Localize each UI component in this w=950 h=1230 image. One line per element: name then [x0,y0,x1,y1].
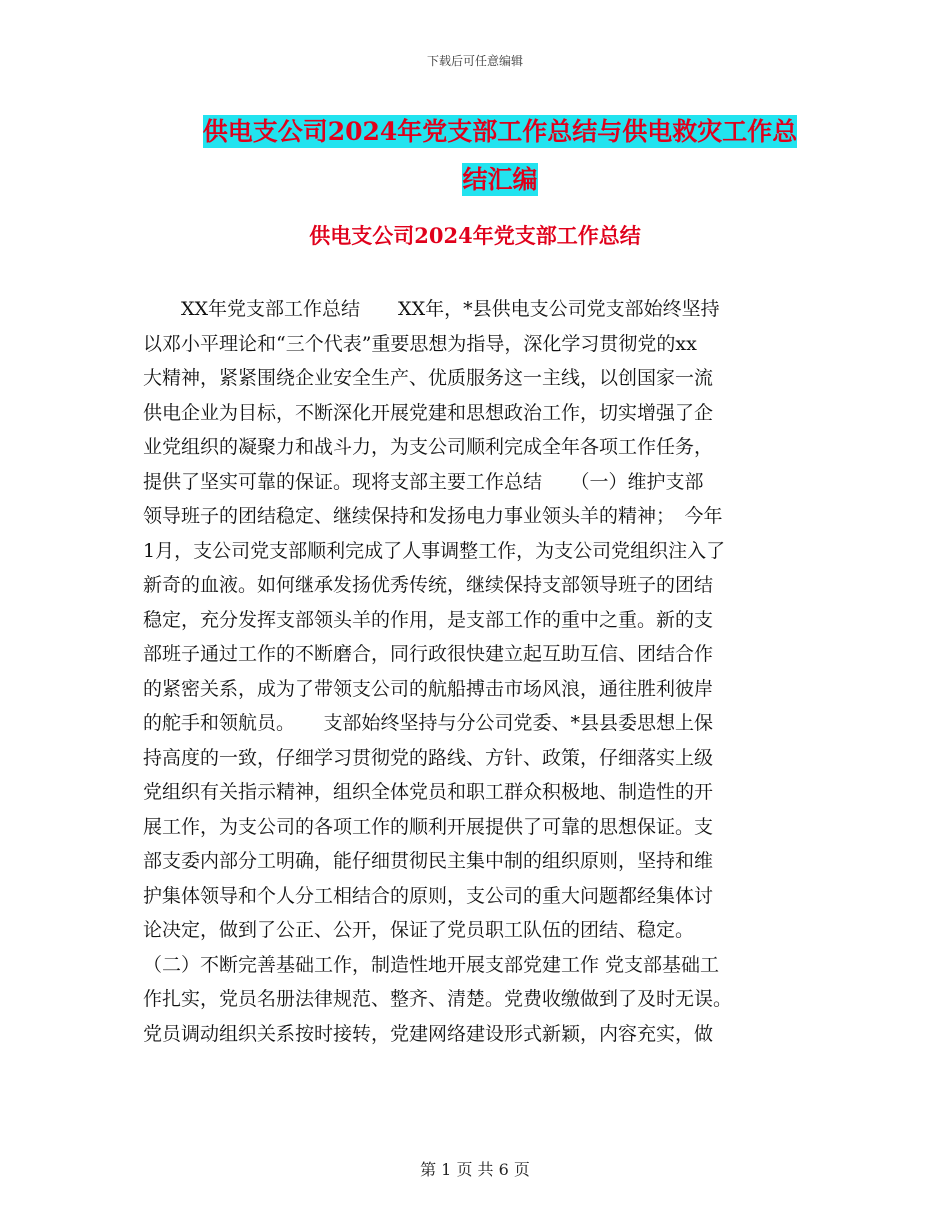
document-title-line-1: 供电支公司2024年党支部工作总结与供电救灾工作总 [202,117,798,146]
body-line: 展工作，为支公司的各项工作的顺利开展提供了可靠的思想保证。支 [143,815,714,838]
body-line: 大精神，紧紧围绕企业安全生产、优质服务这一主线，以创国家一流 [143,367,714,389]
body-text [143,292,808,1051]
page-header: 下载后可任意编辑 [426,54,523,68]
body-line: 提供了坚实可靠的保证。现将支部主要工作总结 （一）维护支部 [143,470,704,493]
body-line: XX年党支部工作总结 XX年，*县供电支公司党支部始终坚持 [143,298,720,320]
body-line: 的舵手和领航员。 支部始终坚持与分公司党委、*县县委思想上保 [143,712,714,734]
body-line: 部班子通过工作的不断磨合，同行政很快建立起互助互信、团结合作 [143,643,714,665]
body-line: （二）不断完善基础工作，制造性地开展支部党建工作 党支部基础工 [143,953,720,976]
body-line: 供电企业为目标，不断深化开展党建和思想政治工作，切实增强了企 [143,401,714,424]
document-title-line-2: 结汇编 [462,165,538,194]
section-title: 供电支公司2024年党支部工作总结 [309,223,641,248]
body-line: 党员调动组织关系按时接转，党建网络建设形式新颖，内容充实，做 [143,1022,714,1045]
body-line: 新奇的血液。如何继承发扬优秀传统，继续保持支部领导班子的团结 [143,574,714,596]
body-line: 持高度的一致，仔细学习贯彻党的路线、方针、政策，仔细落实上级 [143,746,714,769]
body-line: 作扎实，党员名册法律规范、整齐、清楚。党费收缴做到了及时无误。 [143,988,733,1010]
body-line: 护集体领导和个人分工相结合的原则，支公司的重大问题都经集体讨 [143,884,714,907]
body-line: 业党组织的凝聚力和战斗力，为支公司顺利完成全年各项工作任务， [143,436,714,458]
body-line: 论决定，做到了公正、公开，保证了党员职工队伍的团结、稳定。 [143,919,695,941]
body-line: 的紧密关系，成为了带领支公司的航船搏击市场风浪，通往胜利彼岸 [143,677,714,700]
document-title [140,108,860,204]
body-line: 部支委内部分工明确，能仔细贯彻民主集中制的组织原则，坚持和维 [143,850,714,872]
body-line: 领导班子的团结稳定、继续保持和发扬电力事业领头羊的精神； 今年 [143,505,723,527]
page-footer: 第 1 页 共 6 页 [420,1160,530,1179]
body-line: 以邓小平理论和“三个代表”重要思想为指导，深化学习贯彻党的xx [143,332,697,355]
body-line: 党组织有关指示精神，组织全体党员和职工群众积极地、制造性的开 [143,781,714,803]
body-line: 稳定，充分发挥支部领头羊的作用，是支部工作的重中之重。新的支 [143,608,714,631]
body-line: 1月，支公司党支部顺利完成了人事调整工作，为支公司党组织注入了 [143,539,726,562]
